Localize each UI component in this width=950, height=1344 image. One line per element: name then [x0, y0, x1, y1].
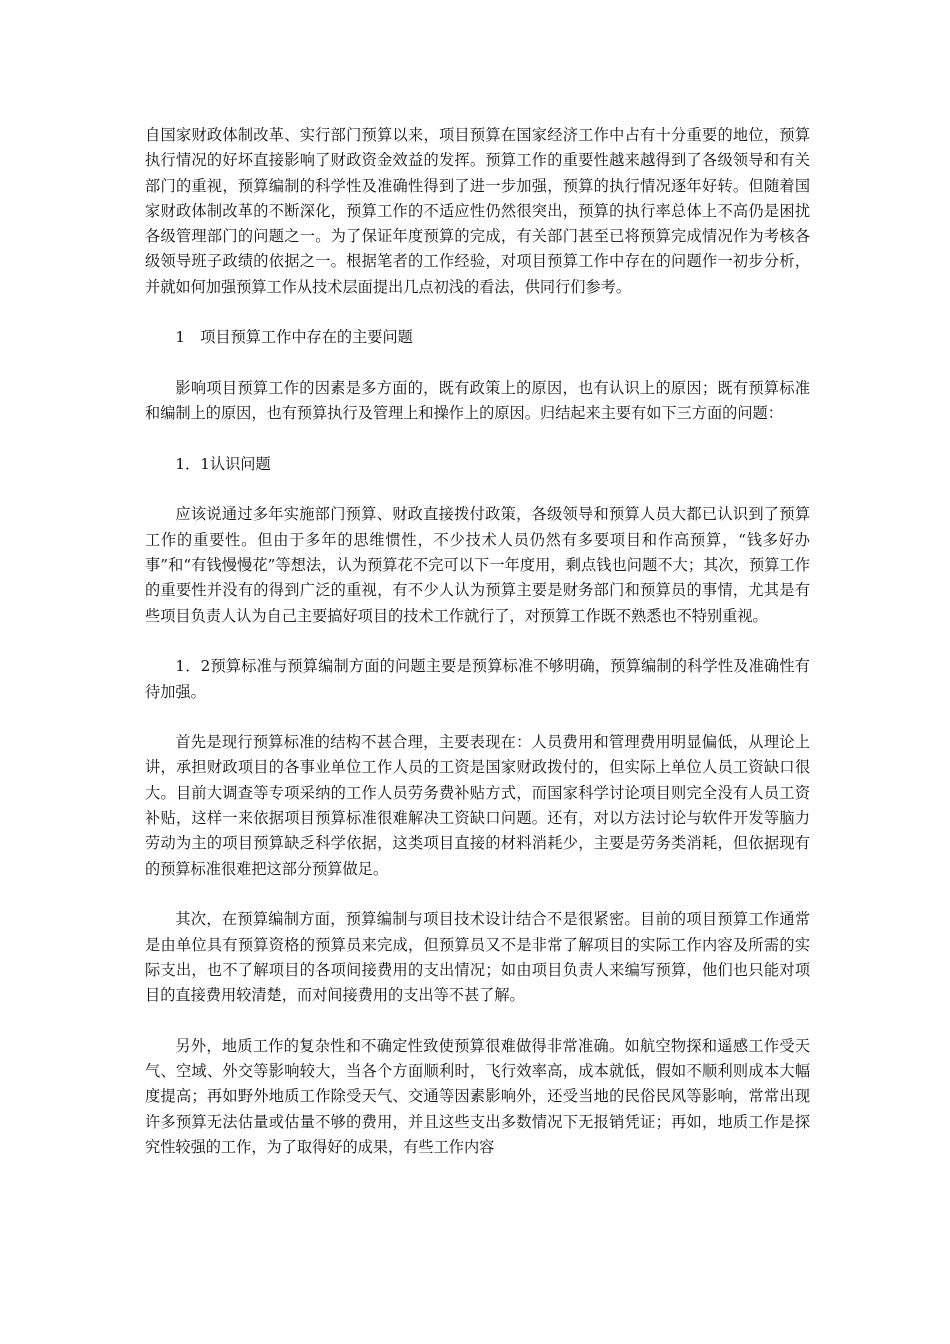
body-paragraph: 另外，地质工作的复杂性和不确定性致使预算很难做得非常准确。如航空物探和遥感工作受天气、空域、外交等影响较大，当各个方面顺利时，飞行效率高，成本就低，假如不顺利则成本大幅度提高；再如野外地质工作除受天气、交通等因素影响外，还受当地的民俗民风等影响，常常出现许多预算无法估量或估量不够的费用，并且这些支出多数情况下无报销凭证；再如，地质工作是探究性较强的工作，为了取得好的成果，有些工作内容	[145, 1036, 810, 1156]
paragraph-gap	[145, 351, 810, 376]
paragraph-gap	[145, 882, 810, 907]
subsection-heading-1-1: 1．1认识问题	[175, 454, 271, 473]
body-paragraph: 其次，在预算编制方面，预算编制与项目技术设计结合不是很紧密。目前的项目预算工作通常是由单位具有预算资格的预算员来完成，但预算员又不是非常了解项目的实际工作内容及所需的实际支出，也不了解项目的各项间接费用的支出情况；如由项目负责人来编写预算，他们也只能对项目的直接费用较清楚，而对间接费用的支出等不甚了解。	[145, 910, 810, 1005]
body-paragraph: 影响项目预算工作的因素是多方面的，既有政策上的原因，也有认识上的原因；既有预算标准和编制上的原因，也有预算执行及管理上和操作上的原因。归结起来主要有如下三方面的问题：	[145, 378, 810, 423]
paragraph-gap	[145, 427, 810, 452]
section-heading-1: 1 项目预算工作中存在的主要问题	[175, 328, 413, 347]
paragraph-gap	[145, 629, 810, 654]
paragraph-gap	[145, 1008, 810, 1033]
document-page	[145, 123, 810, 1160]
body-paragraph: 首先是现行预算标准的结构不甚合理，主要表现在：人员费用和管理费用明显偏低，从理论上讲，承担财政项目的各事业单位工作人员的工资是国家财政拨付的，但实际上单位人员工资缺口很大。目前大调查等专项采纳的工作人员劳务费补贴方式，而国家科学讨论项目则完全没有人员工资补贴，这样一来依据项目预算标准很难解决工资缺口问题。还有，对以方法讨论与软件开发等脑力劳动为主的项目预算缺乏科学依据，这类项目直接的材料消耗少，主要是劳务类消耗，但依据现有的预算标准很难把这部分预算做足。	[145, 733, 810, 878]
subsection-paragraph-1-2: 1．2预算标准与预算编制方面的问题主要是预算标准不够明确，预算编制的科学性及准确性有待加强。	[145, 657, 810, 701]
paragraph-gap	[145, 300, 810, 325]
intro-paragraph: 自国家财政体制改革、实行部门预算以来，项目预算在国家经济工作中占有十分重要的地位，预算执行情况的好坏直接影响了财政资金效益的发挥。预算工作的重要性越来越得到了各级领导和有关部门的重视，预算编制的科学性及准确性得到了进一步加强，预算的执行情况逐年好转。但随着国家财政体制改革的不断深化，预算工作的不适应性仍然很突出，预算的执行率总体上不高仍是困扰各级管理部门的问题之一。为了保证年度预算的完成，有关部门甚至已将预算完成情况作为考核各级领导班子政绩的依据之一。根据笔者的工作经验，对项目预算工作中存在的问题作一初步分析，并就如何加强预算工作从技术层面提出几点初浅的看法，供同行们参考。	[145, 126, 810, 296]
paragraph-gap	[145, 705, 810, 730]
paragraph-gap	[145, 477, 810, 502]
body-paragraph: 应该说通过多年实施部门预算、财政直接拨付政策，各级领导和预算人员大都已认识到了预算工作的重要性。但由于多年的思维惯性，不少技术人员仍然有多要项目和作高预算，“钱多好办事”和“有钱慢慢花”等想法，认为预算花不完可以下一年度用，剩点钱也问题不大；其次，预算工作的重要性并没有的得到广泛的重视，有不少人认为预算主要是财务部门和预算员的事情，尤其是有些项目负责人认为自己主要搞好项目的技术工作就行了，对预算工作既不熟悉也不特别重视。	[145, 505, 810, 625]
